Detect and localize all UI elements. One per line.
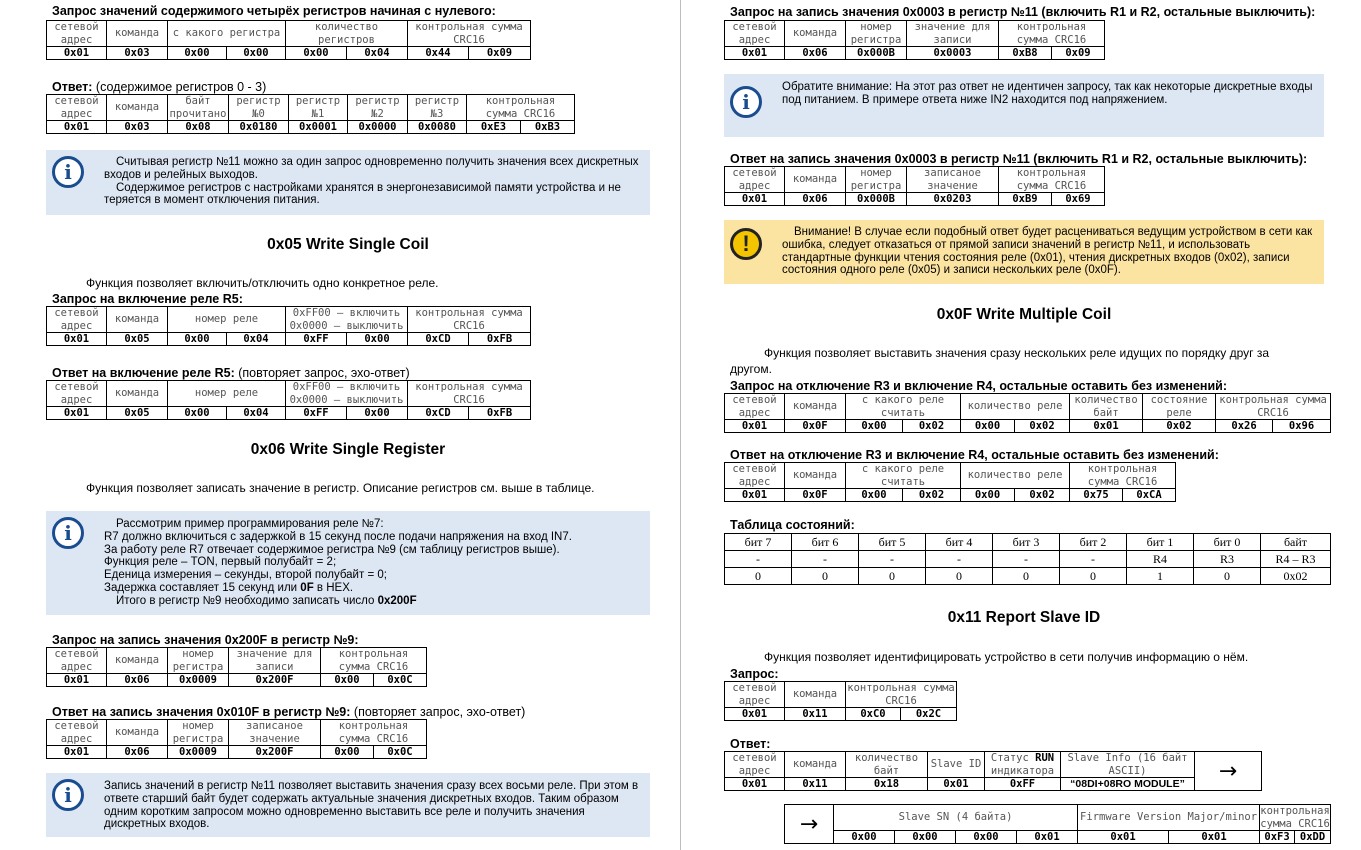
info-note-attention [724,74,1324,137]
value-cell: 0 [1194,568,1261,585]
value-cell: 0x00 [286,47,347,60]
paragraph-0x05: Функция позволяет включить/отключить одно конкретное реле. [86,276,439,290]
arrow-right-icon: → [1195,752,1262,791]
note-line: Рассмотрим пример программирования реле №7: [116,518,384,530]
info-note-write-all [46,773,650,837]
header-cell: количество байт [1070,394,1143,420]
header-cell: номер регистра [168,648,229,674]
slave-id-response-table [724,751,1262,791]
value-cell: 0x96 [1273,420,1331,433]
coil-response-table [46,380,531,420]
slave-id-request-title: Запрос: [730,667,779,681]
value-cell: - [725,551,792,568]
header-cell: сетевой адрес [725,21,785,47]
value-cell: 0x00 [846,489,903,502]
header-cell: контрольная сумма CRC16 [847,682,955,707]
header-cell: бит 6 [792,534,859,551]
value-cell: 0x05 [107,407,168,420]
header-cell: номер регистра [846,167,907,193]
value-cell: 0 [792,568,859,585]
note-line: Внимание! В случае если подобный ответ будет расцениваться ведущим устройством в сети как [794,226,1313,238]
value-cell: 0xCA [1123,489,1176,502]
value-cell: “08DI+08RO MODULE” [1061,778,1195,791]
header-cell: бит 7 [725,534,792,551]
header-cell: контрольная сумма CRC16 [321,720,427,746]
value-cell: 0 [1060,568,1127,585]
header-cell: контрольная сумма CRC16 [1260,805,1330,830]
header-cell: бит 1 [1127,534,1194,551]
arrow-right-icon: → [785,805,834,844]
value-cell: R4 – R3 [1261,551,1331,568]
note-line: Функция реле – TON, первый полубайт = 2; [104,556,337,569]
header-cell: бит 0 [1194,534,1261,551]
value-cell: 0x02 [1261,568,1331,585]
note-text: в HEX. [316,581,354,594]
value-cell: 0x04 [347,47,408,60]
r11-write-response-title: Ответ на запись значения 0x0003 в регистр №11 (включить R1 и R2, остальные выключить): [730,152,1308,166]
header-cell: сетевой адрес [47,21,107,47]
header-cell: команда [785,167,846,193]
header-cell: команда [107,720,168,746]
header-cell: записаное значение [229,720,321,746]
value-cell: 0xFB [469,333,531,346]
heading-0x06: 0x06 Write Single Register [250,441,446,458]
value-cell: 0x0F [785,420,846,433]
reg-write-response-table [46,719,427,759]
header-cell: Slave ID [928,752,985,778]
header-cell: с какого реле считать [846,394,961,420]
header-cell: регистр №3 [408,95,467,121]
header-cell: команда [107,648,168,674]
value-cell: 0x2C [901,708,957,721]
header-cell [985,752,1061,778]
value-cell: 0x0C [374,674,427,687]
header-cell: номер регистра [168,720,229,746]
value-cell: 0xF3 [1260,831,1295,844]
note-text: Итого в регистр №9 необходимо записать число [116,594,375,607]
header-cell: записаное значение [907,167,999,193]
value-cell: 0x00 [834,831,895,844]
value-cell: 0x05 [107,333,168,346]
header-cell: количество регистров [286,21,408,47]
value-cell: 0x01 [928,778,985,791]
coil-response-title [52,366,410,380]
header-cell: команда [107,381,168,407]
header-cell: бит 5 [859,534,926,551]
coil-request-title: Запрос на включение реле R5: [52,292,243,306]
header-cell: регистр №2 [348,95,408,121]
header-cell: регистр №0 [229,95,289,121]
value-cell: R3 [1194,551,1261,568]
value-cell: - [1060,551,1127,568]
value-cell: 0x00 [895,831,956,844]
title-note: (содержимое регистров 0 - 3) [95,80,267,94]
value-cell: 0x00 [956,831,1017,844]
value-cell: 0x03 [107,121,168,134]
value-cell: 0xFF [286,333,347,346]
value-cell: 0x44 [408,47,469,60]
header-cell: бит 4 [926,534,993,551]
header-cell: номер регистра [846,21,907,47]
value-cell: 0x00 [846,420,903,433]
value-cell: 0x02 [903,420,961,433]
value-cell: 0x00 [168,333,227,346]
header-cell: количество байт [846,752,928,778]
note-line: ошибка, следует отказаться от прямой записи значений в регистр №11, и использовать [782,238,1251,251]
value-cell: 0xFF [286,407,347,420]
header-cell: сетевой адрес [725,394,785,420]
header-cell: бит 2 [1060,534,1127,551]
warning-note [724,220,1324,284]
left-page [0,0,680,850]
value-cell: 1 [1127,568,1194,585]
header-cell: состояние реле [1143,394,1216,420]
info-icon: i [52,517,84,549]
value-cell: 0x01 [725,778,785,791]
value-cell: 0x0000 [348,121,408,134]
header-cell: команда [785,394,846,420]
status-label: Статус [990,752,1029,764]
read-request-title: Запрос значений содержимого четырёх регистров начиная с нулевого: [52,4,496,18]
r11-write-request-title: Запрос на запись значения 0x0003 в регистр №11 (включить R1 и R2, остальные выключить): [730,5,1316,19]
multi-coil-response-table [724,462,1176,502]
multi-coil-request-title: Запрос на отключение R3 и включение R4, остальные оставить без изменений: [730,379,1227,393]
right-page [681,0,1361,850]
note-line: Еденица измерения – секунды, второй полубайт = 0; [104,569,387,582]
note-line: Содержимое регистров с настройками хранятся в энергонезависимой памяти устройства и не [116,181,621,194]
header-cell: 0xFF00 – включить 0x0000 – выключить [286,381,408,407]
note-line [104,595,638,608]
note-bold: 0F [300,581,314,594]
value-cell: 0x200F [229,674,321,687]
header-cell: контрольная сумма CRC16 [1216,394,1331,420]
header-cell: сетевой адрес [47,381,107,407]
note-line: одним коротким запросом можно одновременно выставить все реле и получить значения [104,805,585,818]
state-table [724,533,1331,585]
value-cell: 0x75 [1070,489,1123,502]
note-bold: 0x200F [377,594,417,607]
note-line [104,582,638,595]
note-line: Обратите внимание: На этот раз ответ не идентичен запросу, так как некоторые дискретные входы [782,81,1313,93]
value-cell: 0x01 [47,674,107,687]
note-line: ответе старший байт будет содержать актуальные значения дискретных входов. Таким образом [104,792,619,805]
header-cell: контрольная сумма CRC16 [999,21,1105,47]
value-cell: - [926,551,993,568]
header-cell: контрольная сумма CRC16 [408,21,531,47]
header-cell: номер реле [168,381,286,407]
header-cell: с какого регистра [168,21,286,47]
value-cell: 0x01 [725,47,785,60]
value-cell: 0x00 [321,746,374,759]
value-cell: 0x04 [227,333,286,346]
value-cell: 0xDD [1295,831,1331,844]
reg-write-response-title [52,705,525,719]
header-cell: количество реле [961,463,1070,489]
read-request-table [46,20,531,60]
note-text: Задержка составляет 15 секунд или [104,581,298,594]
value-cell: 0x03 [107,47,168,60]
header-cell: сетевой адрес [47,307,107,333]
value-cell: 0x00 [168,407,227,420]
reg-write-request-title: Запрос на запись значения 0x200F в регистр №9: [52,633,359,647]
read-response-table [46,94,575,134]
value-cell: 0x06 [785,47,846,60]
value-cell: 0x01 [725,708,785,721]
value-cell: 0xFF [985,778,1061,791]
title-note: (повторяет запрос, эхо-ответ) [238,366,410,380]
header-cell: команда [785,682,846,708]
header-cell: сетевой адрес [725,752,785,778]
header-cell: команда [785,752,846,778]
value-cell: 0x06 [107,674,168,687]
value-cell: 0x00 [961,420,1015,433]
state-table-title: Таблица состояний: [730,518,855,532]
slave-id-response-table-continued [784,804,1331,844]
value-cell: 0x200F [229,746,321,759]
value-cell: 0x26 [1216,420,1273,433]
value-cell: 0x02 [1143,420,1216,433]
header-cell: команда [107,21,168,47]
header-cell: Slave Info (16 байт ASCII) [1061,752,1195,778]
value-cell: 0x0001 [289,121,348,134]
value-cell: 0 [725,568,792,585]
info-note-relay7 [46,511,650,615]
value-cell: 0x18 [846,778,928,791]
note-line: Считывая регистр №11 можно за один запрос одновременно получить значения всех дискретных [116,156,639,168]
info-note-register11 [46,150,650,215]
value-cell: 0x06 [107,746,168,759]
multi-coil-request-table [724,393,1331,433]
header-cell: контрольная сумма CRC16 [467,95,575,121]
value-cell: 0xCD [408,407,469,420]
header-cell: сетевой адрес [47,648,107,674]
title-bold: Ответ: [52,80,93,94]
warning-icon: ! [730,228,762,260]
value-cell: 0x01 [47,746,107,759]
info-icon: i [52,156,84,188]
value-cell: 0x01 [47,47,107,60]
status-label: индикатора [990,764,1055,777]
note-line: под питанием. В примере ответа ниже IN2 находится под напряжением. [782,93,1168,106]
info-icon: i [52,779,84,811]
value-cell: 0xB3 [521,121,575,134]
value-cell: 0 [926,568,993,585]
header-cell: значение для записи [907,21,999,47]
value-cell: 0x02 [1015,489,1070,502]
value-cell: 0x01 [1070,420,1143,433]
header-cell: Firmware Version Major/minor [1078,805,1260,831]
header-cell: контрольная сумма CRC16 [408,381,531,407]
header-cell: сетевой адрес [47,720,107,746]
value-cell: 0xFB [469,407,531,420]
value-cell: - [993,551,1060,568]
slave-id-request-table [724,681,957,721]
note-line: входов и релейных выходов. [104,168,258,181]
r11-write-request-table [724,20,1105,60]
value-cell: 0x01 [725,193,785,206]
value-cell: 0x11 [785,778,846,791]
value-cell: 0x01 [47,121,107,134]
value-cell: - [792,551,859,568]
note-line: стандартные функции чтения состояния реле (0x01), чтения дискретных входов (0x02), записи [782,251,1290,264]
r11-write-response-table [724,166,1105,206]
value-cell: 0x0009 [168,674,229,687]
value-cell: 0x11 [785,708,846,721]
header-cell: сетевой адрес [725,682,785,708]
header-cell: команда [107,95,168,121]
header-cell: Slave SN (4 байта) [834,805,1078,831]
value-cell: 0x0F [785,489,846,502]
value-cell: 0x00 [961,489,1015,502]
note-line: теряется в момент отключения питания. [104,194,320,207]
header-cell: сетевой адрес [725,167,785,193]
value-cell: 0x69 [1052,193,1105,206]
paragraph-0x11: Функция позволяет идентифицировать устройство в сети получив информацию о нём. [764,650,1249,664]
value-cell: 0x01 [1078,831,1169,844]
value-cell: 0xB8 [999,47,1052,60]
value-cell: 0x000B [846,47,907,60]
header-cell: номер реле [168,307,286,333]
status-run-label: RUN [1035,752,1055,764]
coil-request-table [46,306,531,346]
read-response-title [52,80,266,94]
value-cell: 0 [993,568,1060,585]
value-cell: 0xC0 [846,708,901,721]
value-cell: 0x01 [47,407,107,420]
value-cell: 0x00 [347,333,408,346]
title-bold: Ответ на включение реле R5: [52,366,235,380]
header-cell: контрольная сумма CRC16 [1070,463,1176,489]
value-cell: 0x0009 [168,746,229,759]
header-cell: 0xFF00 – включить 0x0000 – выключить [286,307,408,333]
value-cell: 0x02 [903,489,961,502]
paragraph-0x06: Функция позволяет записать значение в регистр. Описание регистров см. выше в таблице. [86,481,595,495]
value-cell: 0x04 [227,407,286,420]
header-cell: контрольная сумма CRC16 [408,307,531,333]
note-line: дискретных входов. [104,818,210,831]
multi-coil-response-title: Ответ на отключение R3 и включение R4, остальные оставить без изменений: [730,448,1219,462]
value-cell: 0x02 [1015,420,1070,433]
value-cell: 0xE3 [467,121,521,134]
value-cell: 0x01 [725,420,785,433]
value-cell: 0x000B [846,193,907,206]
header-cell: бит 3 [993,534,1060,551]
header-cell: контрольная сумма CRC16 [321,648,427,674]
value-cell: 0x06 [785,193,846,206]
header-cell: регистр №1 [289,95,348,121]
paragraph-0x0f-line1: Функция позволяет выставить значения сразу нескольких реле идущих по порядку друг за [764,346,1270,360]
value-cell: 0x0080 [408,121,467,134]
value-cell: 0x0003 [907,47,999,60]
value-cell: 0x09 [469,47,531,60]
value-cell: 0x08 [168,121,229,134]
title-note: (повторяет запрос, эхо-ответ) [353,705,526,719]
reg-write-request-table [46,647,427,687]
value-cell: 0x09 [1052,47,1105,60]
title-bold: Ответ на запись значения 0x010F в регистр №9: [52,705,351,719]
value-cell: 0xCD [408,333,469,346]
header-cell: количество реле [961,394,1070,420]
value-cell: - [859,551,926,568]
value-cell: 0x00 [347,407,408,420]
note-line: За работу реле R7 отвечает содержимое регистра №9 (см таблицу регистров выше). [104,543,560,556]
info-icon: i [730,86,762,118]
header-cell: сетевой адрес [47,95,107,121]
header-cell: с какого реле считать [846,463,961,489]
header-cell: значение для записи [229,648,321,674]
header-cell: байт прочитано [168,95,229,121]
header-cell: команда [785,463,846,489]
note-line: R7 должно включиться с задержкой в 15 секунд после подачи напряжения на вход IN7. [104,530,572,543]
value-cell: 0x0C [374,746,427,759]
value-cell: 0x00 [321,674,374,687]
header-cell: команда [107,307,168,333]
header-cell: байт [1261,534,1331,551]
value-cell: 0x00 [168,47,227,60]
note-line: состояния одного реле (0x05) и записи нескольких реле (0x0F). [782,264,1121,277]
value-cell: 0 [859,568,926,585]
value-cell: 0xB9 [999,193,1052,206]
header-cell: сетевой адрес [725,463,785,489]
heading-0x0f: 0x0F Write Multiple Coil [936,306,1112,323]
value-cell: 0x01 [47,333,107,346]
heading-0x11: 0x11 Report Slave ID [947,609,1101,626]
header-cell: команда [785,21,846,47]
slave-id-response-title: Ответ: [730,737,771,751]
value-cell: 0x0180 [229,121,289,134]
heading-0x05: 0x05 Write Single Coil [267,236,429,253]
header-cell: контрольная сумма CRC16 [999,167,1105,193]
value-cell: 0x0203 [907,193,999,206]
value-cell: 0x01 [1169,831,1260,844]
value-cell: R4 [1127,551,1194,568]
value-cell: 0x01 [1017,831,1078,844]
note-line: Запись значений в регистр №11 позволяет выставить значения сразу всех восьми реле. При этом в [104,780,639,792]
value-cell: 0x00 [227,47,286,60]
value-cell: 0x01 [725,489,785,502]
paragraph-0x0f-line2: другом. [730,362,772,376]
